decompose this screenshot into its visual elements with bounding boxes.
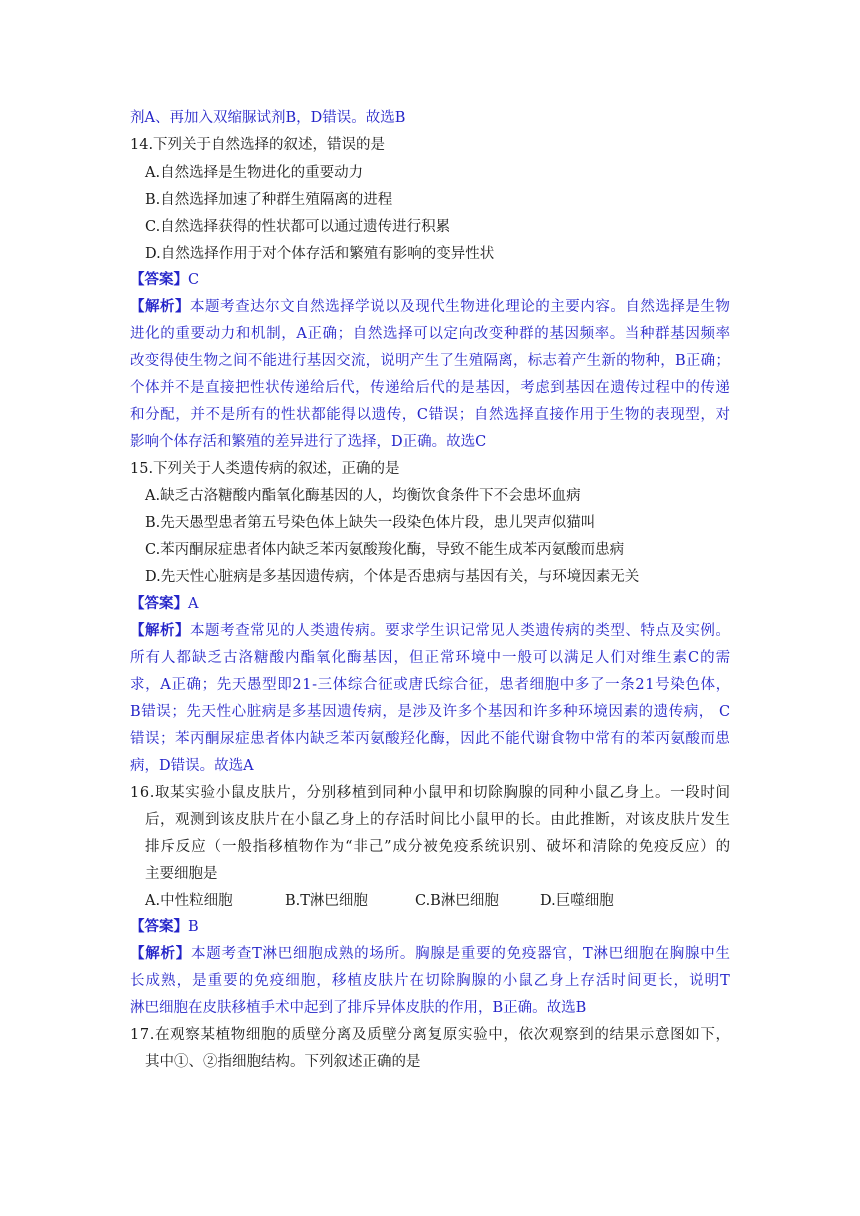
text-line <box>145 190 392 210</box>
text-line <box>130 756 254 776</box>
section-label: 【答案】 <box>130 918 188 935</box>
text-line <box>130 783 731 803</box>
text-line <box>130 648 731 668</box>
text-line <box>130 459 400 479</box>
line-text: 病，D错误。故选A <box>130 758 254 774</box>
line-text: 其中①、②指细胞结构。下列叙述正确的是 <box>145 1054 421 1070</box>
line-text: 进化的重要动力和机制，A正确；自然选择可以定向改变种群的基因频率。当种群基因频率 <box>130 326 731 342</box>
line-text: 长成熟，是重要的免疫细胞，移植皮肤片在切除胸腺的小鼠乙身上存活时间更长，说明T <box>130 973 731 989</box>
text-line <box>130 675 731 695</box>
line-text: D.自然选择作用于对个体存活和繁殖有影响的变异性状 <box>145 246 495 262</box>
line-text: 改变得使生物之间不能进行基因交流，说明产生了生殖隔离，标志着产生新的物种，B正确； <box>130 353 731 369</box>
line-text: A.缺乏古洛糖酸内酯氧化酶基因的人，均衡饮食条件下不会患坏血病 <box>145 488 581 504</box>
line-text: 剂A、再加入双缩脲试剂B，D错误。故选B <box>130 110 406 126</box>
line-text: C.自然选择获得的性状都可以通过遗传进行积累 <box>145 219 451 235</box>
line-text: 本题考查达尔文自然选择学说以及现代生物进化理论的主要内容。自然选择是生物 <box>190 299 731 315</box>
text-line <box>145 567 639 587</box>
line-text: B.先天愚型患者第五号染色体上缺失一段染色体片段，患儿哭声似猫叫 <box>145 515 596 531</box>
option-text: A.中性粒细胞 <box>145 893 233 909</box>
text-line <box>130 432 486 452</box>
text-line <box>145 513 595 533</box>
options-line <box>145 891 730 911</box>
answer-line <box>130 594 198 614</box>
line-text: 求，A正确；先天愚型即21-三体综合征或唐氏综合征，患者细胞中多了一条21号染色体， <box>130 677 731 693</box>
text-line <box>145 163 363 183</box>
text-line <box>130 971 731 991</box>
text-line <box>145 864 218 884</box>
section-label: 【答案】 <box>130 595 188 612</box>
line-text: B错误；先天性心脏病是多基因遗传病，是涉及许多个基因和许多种环境因素的遗传病， C <box>130 704 731 720</box>
text-line <box>145 486 581 506</box>
text-line <box>130 405 731 425</box>
option-text: B.T淋巴细胞 <box>285 893 368 909</box>
line-text: 所有人都缺乏古洛糖酸内酯氧化酶基因，但正常环境中一般可以满足人们对维生素C的需 <box>130 650 732 666</box>
line-text: C <box>188 272 200 288</box>
text-line <box>145 217 450 237</box>
line-text: 主要细胞是 <box>145 866 218 882</box>
line-text: 15.下列关于人类遗传病的叙述，正确的是 <box>130 461 400 477</box>
line-text: B <box>188 919 199 935</box>
line-text: D.先天性心脏病是多基因遗传病，个体是否患病与基因有关，与环境因素无关 <box>145 569 640 585</box>
answer-line <box>130 621 730 641</box>
line-text: 和分配，并不是所有的性状都能得以遗传，C错误；自然选择直接作用于生物的表现型，对 <box>130 407 731 423</box>
text-line <box>130 702 731 722</box>
text-line <box>145 244 494 264</box>
text-line <box>145 810 730 830</box>
section-label: 【解析】 <box>130 945 192 962</box>
line-text: B.自然选择加速了种群生殖隔离的进程 <box>145 192 393 208</box>
text-line <box>145 1052 421 1072</box>
text-line <box>130 378 730 398</box>
line-text: A <box>188 596 199 612</box>
text-line <box>130 108 405 128</box>
text-line <box>130 729 730 749</box>
line-text: C.苯丙酮尿症患者体内缺乏苯丙氨酸羧化酶，导致不能生成苯丙氨酸而患病 <box>145 542 625 558</box>
line-text: 个体并不是直接把性状传递给后代，传递给后代的是基因，考虑到基因在遗传过程中的传递 <box>130 380 731 396</box>
line-text: 本题考查T淋巴细胞成熟的场所。胸腺是重要的免疫器官，T淋巴细胞在胸腺中生 <box>191 946 731 962</box>
line-text: 影响个体存活和繁殖的差异进行了选择，D正确。故选C <box>130 434 487 450</box>
text-line <box>130 351 730 371</box>
section-label: 【解析】 <box>130 622 191 639</box>
line-text: 排斥反应（一般指移植物作为“非己”成分被免疫系统识别、破坏和清除的免疫反应）的 <box>145 839 732 855</box>
line-text: 错误；苯丙酮尿症患者体内缺乏苯丙氨酸羟化酶，因此不能代谢食物中常有的苯丙氨酸而患 <box>130 731 731 747</box>
line-text: 本题考查常见的人类遗传病。要求学生识记常见人类遗传病的类型、特点及实例。 <box>190 623 731 639</box>
line-text: 16.取某实验小鼠皮肤片，分别移植到同种小鼠甲和切除胸腺的同种小鼠乙身上。一段时间 <box>130 785 731 801</box>
section-label: 【解析】 <box>130 298 191 315</box>
answer-line <box>130 297 730 317</box>
option-text: D.巨噬细胞 <box>540 893 614 909</box>
text-line <box>145 540 624 560</box>
answer-line <box>130 917 199 937</box>
answer-line <box>130 270 199 290</box>
section-label: 【答案】 <box>130 271 188 288</box>
text-line <box>130 135 385 155</box>
line-text: 后，观测到该皮肤片在小鼠乙身上的存活时间比小鼠甲的长。由此推断，对该皮肤片发生 <box>145 812 731 828</box>
line-text: 14.下列关于自然选择的叙述，错误的是 <box>130 137 386 153</box>
text-line <box>130 1025 731 1045</box>
text-line <box>130 324 731 344</box>
answer-line <box>130 944 731 964</box>
text-line <box>130 998 586 1018</box>
line-text: 淋巴细胞在皮肤移植手术中起到了排斥异体皮肤的作用，B正确。故选B <box>130 1000 587 1016</box>
line-text: A.自然选择是生物进化的重要动力 <box>145 165 364 181</box>
text-line <box>145 837 731 857</box>
line-text: 17.在观察某植物细胞的质壁分离及质壁分离复原实验中，依次观察到的结果示意图如下， <box>130 1027 731 1043</box>
option-text: C.B淋巴细胞 <box>415 893 499 909</box>
